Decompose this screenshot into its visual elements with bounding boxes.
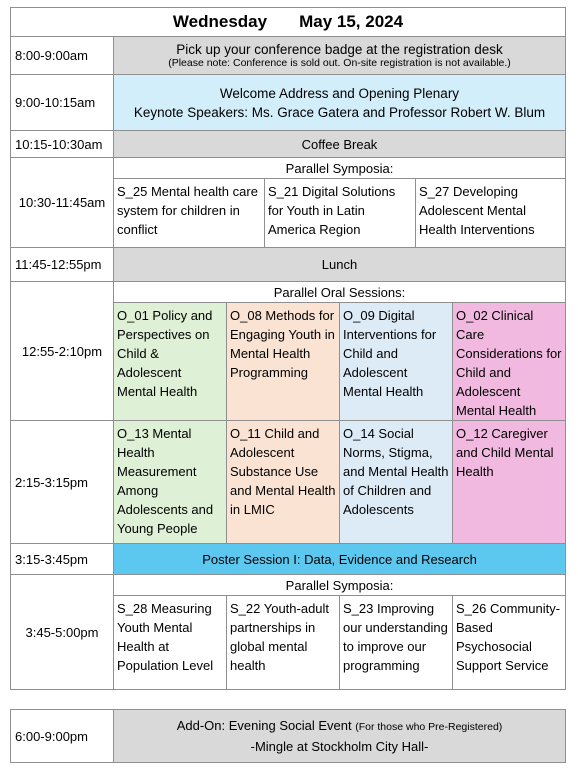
symposia-2-heading — [113, 574, 566, 596]
session-o09[interactable]: O_09 Digital Interventions for Child and Adolescent Mental Health — [339, 302, 453, 421]
session-s27[interactable]: S_27 Developing Adolescent Mental Health Interventions — [415, 178, 566, 248]
coffee-break-title: Coffee Break — [301, 136, 378, 152]
addon-title: Add-On: Evening Social Event — [176, 718, 352, 733]
time-poster: 3:15-3:45pm — [10, 543, 114, 575]
time-symposia-1: 10:30-11:45am — [10, 157, 114, 248]
schedule-table — [10, 7, 566, 690]
session-o08[interactable]: O_08 Methods for Engaging Youth in Mental Health Programming — [226, 302, 340, 421]
day-title: Wednesday — [172, 12, 268, 31]
session-o02[interactable]: O_02 Clinical Care Considerations for Child and Adolescent Mental Health — [452, 302, 566, 421]
poster-session-cell[interactable] — [113, 543, 566, 575]
keynote-speakers: Keynote Speakers: Ms. Grace Gatera and Professor Robert W. Blum — [133, 104, 546, 120]
time-oral-1: 12:55-2:10pm — [10, 281, 114, 421]
session-s22[interactable]: S_22 Youth-adult partnerships in global mental health — [226, 595, 340, 690]
oral-sessions-heading — [113, 281, 566, 303]
time-symposia-2: 3:45-5:00pm — [10, 574, 114, 690]
time-addon: 6:00-9:00pm — [10, 709, 114, 763]
session-o14[interactable]: O_14 Social Norms, Stigma, and Mental Health of Children and Adolescents — [339, 420, 453, 544]
session-o13[interactable]: O_13 Mental Health Measurement Among Adolescents and Young People — [113, 420, 227, 544]
addon-event-cell[interactable] — [113, 709, 566, 763]
time-lunch: 11:45-12:55pm — [10, 247, 114, 282]
session-s28[interactable]: S_28 Measuring Youth Mental Health at Population Level — [113, 595, 227, 690]
poster-session-title: Poster Session I: Data, Evidence and Research — [202, 551, 477, 567]
symposia-1-heading-text: Parallel Symposia: — [285, 160, 394, 176]
session-o12[interactable]: O_12 Caregiver and Child Mental Health — [452, 420, 566, 544]
date-title: May 15, 2024 — [299, 12, 404, 31]
addon-table — [10, 709, 566, 763]
session-s23[interactable]: S_23 Improving our understanding to improve our programming — [339, 595, 453, 690]
time-coffee: 10:15-10:30am — [10, 130, 114, 158]
coffee-break-cell — [113, 130, 566, 158]
time-welcome: 9:00-10:15am — [10, 74, 114, 131]
welcome-title: Welcome Address and Opening Plenary — [219, 85, 460, 101]
welcome-cell — [113, 74, 566, 131]
addon-title-line — [177, 716, 503, 737]
session-o11[interactable]: O_11 Child and Adolescent Substance Use and Mental Health in LMIC — [226, 420, 340, 544]
schedule-header — [10, 7, 566, 37]
badge-pickup-cell — [113, 36, 566, 75]
oral-sessions-heading-text: Parallel Oral Sessions: — [273, 284, 406, 300]
session-o01[interactable]: O_01 Policy and Perspectives on Child & Adolescent Mental Health — [113, 302, 227, 421]
session-s21[interactable]: S_21 Digital Solutions for Youth in Latin America Region — [264, 178, 416, 248]
symposia-2-heading-text: Parallel Symposia: — [285, 577, 394, 593]
badge-pickup-note: (Please note: Conference is sold out. On-site registration is not available.) — [168, 56, 511, 69]
badge-pickup-title: Pick up your conference badge at the registration desk — [176, 41, 503, 57]
session-s25[interactable]: S_25 Mental health care system for children in conflict — [113, 178, 265, 248]
addon-subtitle: -Mingle at Stockholm City Hall- — [250, 739, 429, 754]
session-s26[interactable]: S_26 Community-Based Psychosocial Support Service — [452, 595, 566, 690]
addon-title-note: (For those who Pre-Registered) — [355, 721, 503, 733]
symposia-1-heading — [113, 157, 566, 179]
time-oral-2: 2:15-3:15pm — [10, 420, 114, 544]
lunch-cell — [113, 247, 566, 282]
time-badge: 8:00-9:00am — [10, 36, 114, 75]
lunch-title: Lunch — [321, 257, 358, 272]
